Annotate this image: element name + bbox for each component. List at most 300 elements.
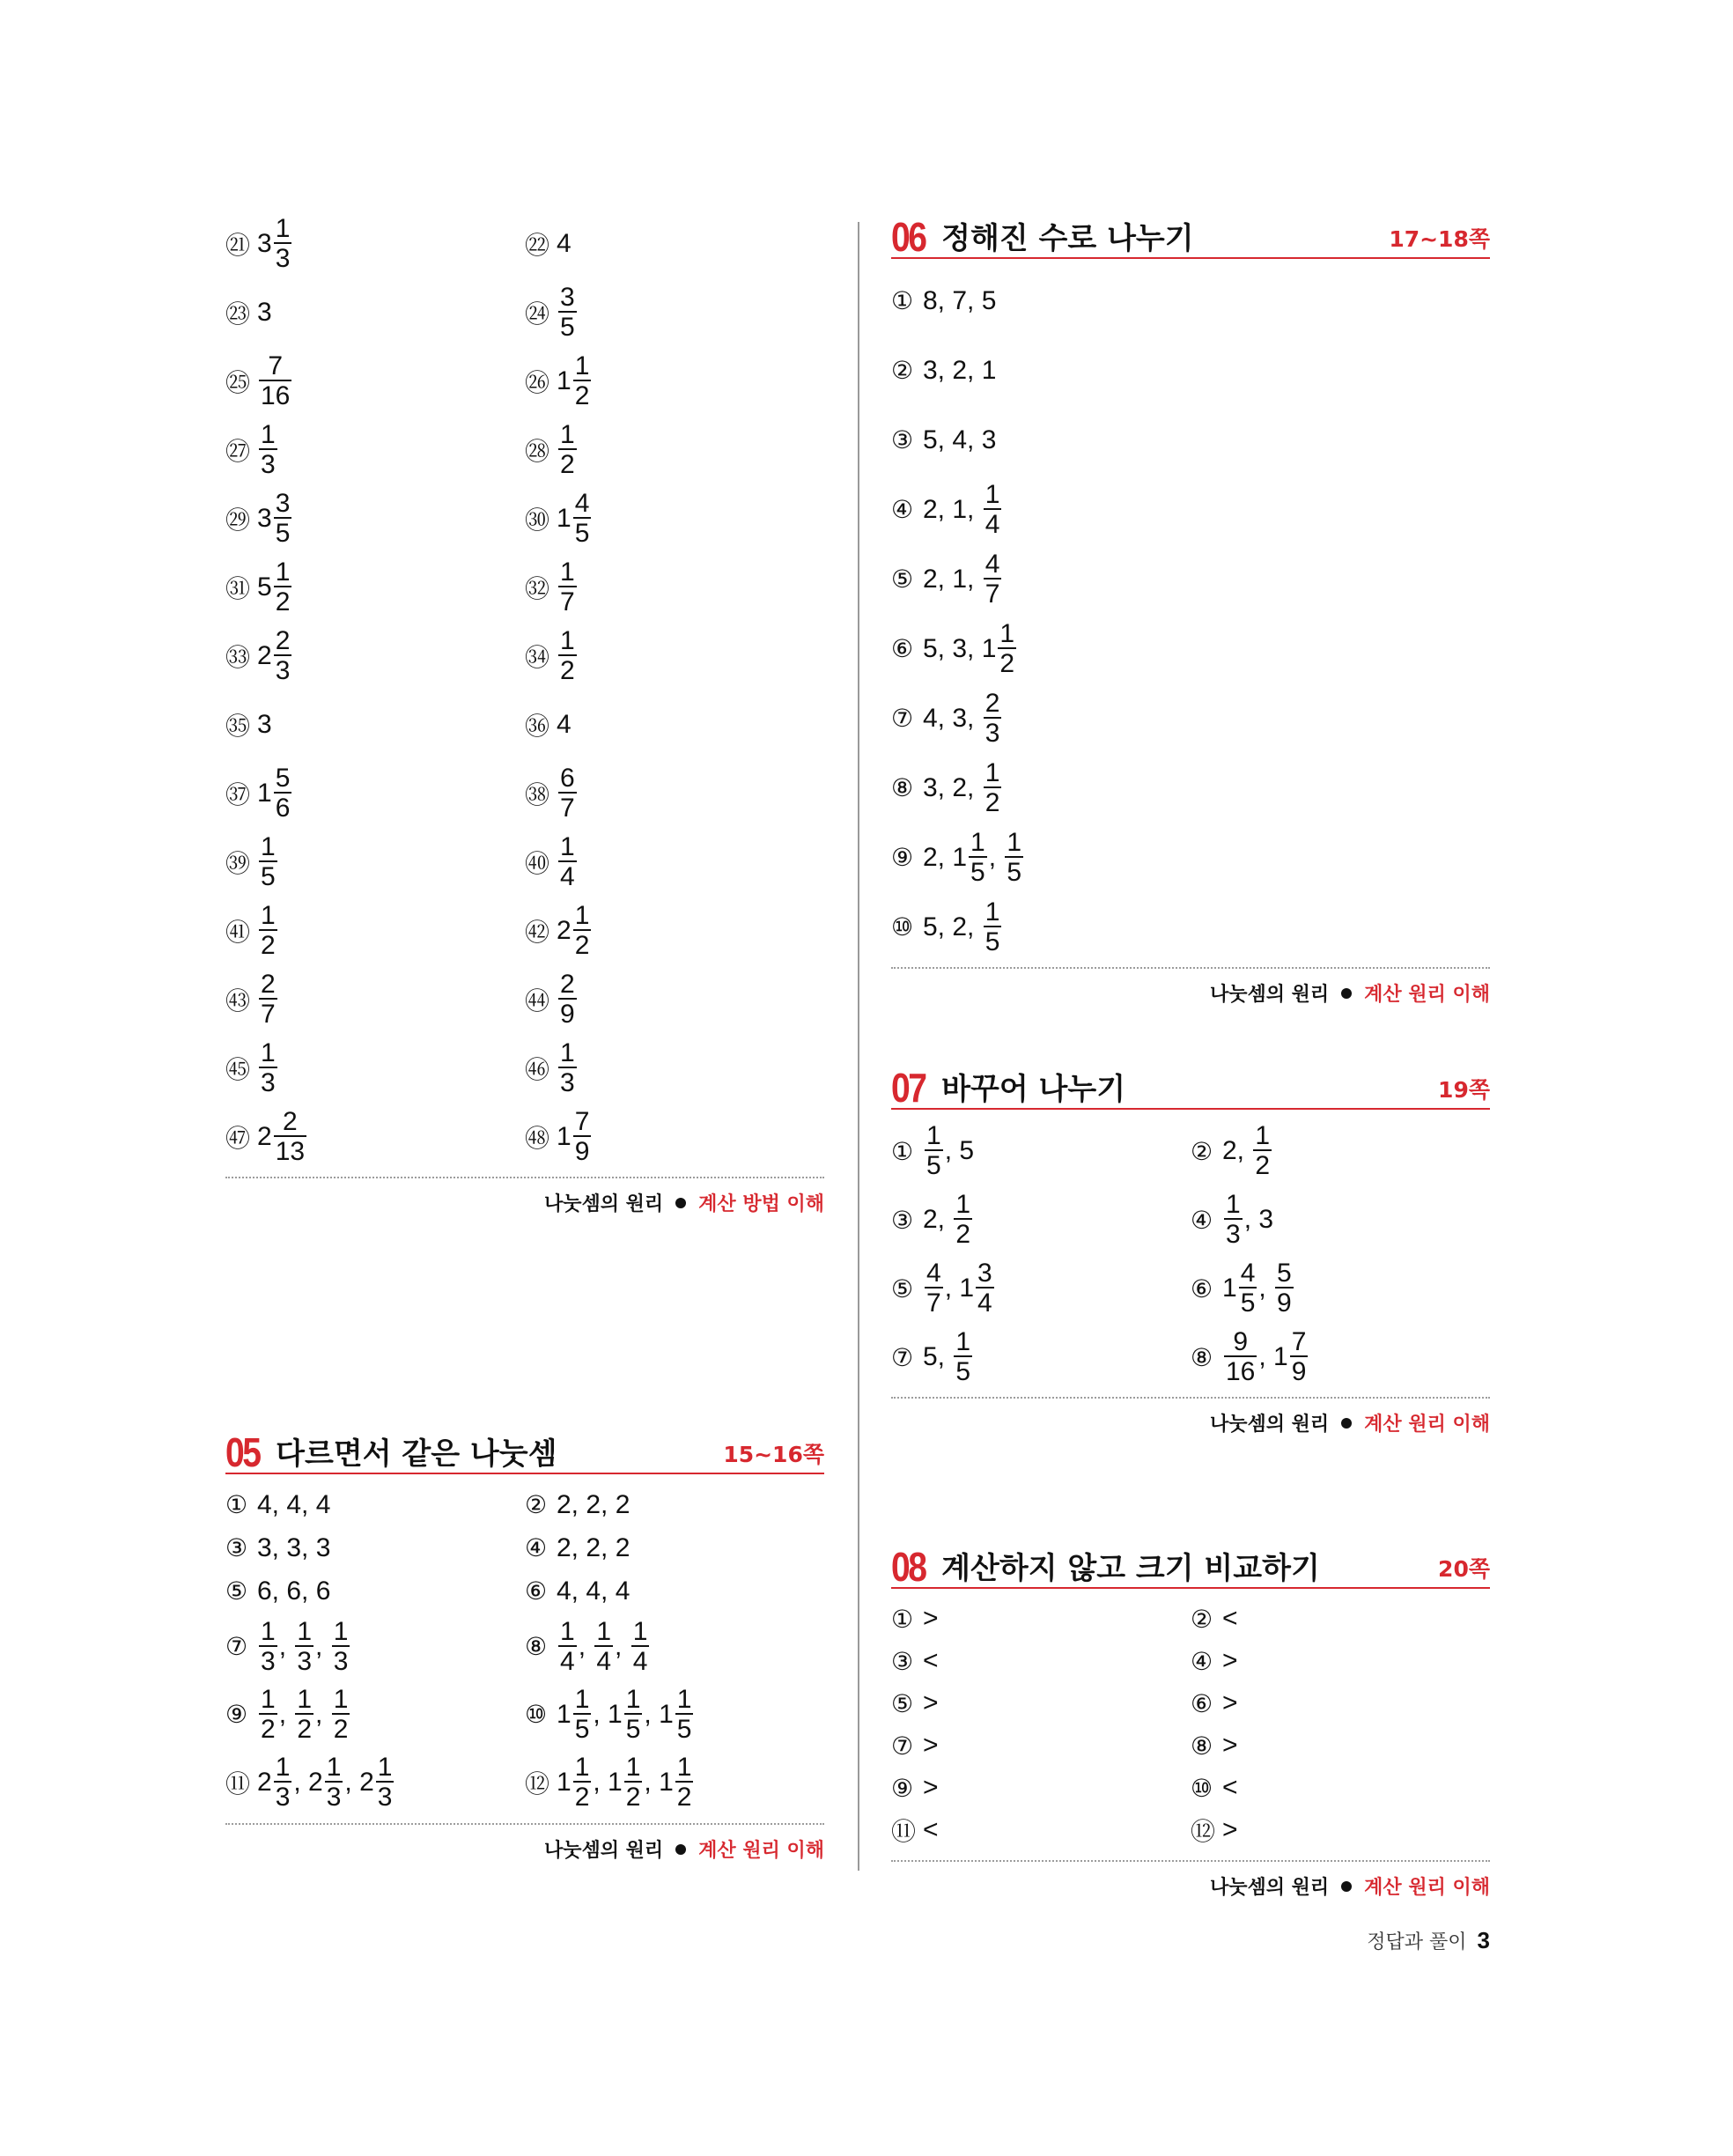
answer-text: , bbox=[278, 1631, 294, 1661]
numerator: 1 bbox=[596, 1616, 612, 1646]
numerator: 1 bbox=[261, 1684, 276, 1714]
fraction bbox=[558, 1616, 577, 1676]
denominator: 2 bbox=[676, 1782, 692, 1812]
denominator: 2 bbox=[955, 1220, 971, 1249]
answer-value bbox=[1222, 1260, 1295, 1317]
whole-number: 2 bbox=[257, 1122, 272, 1151]
answer-item bbox=[225, 1613, 525, 1680]
item-number: ② bbox=[525, 1490, 548, 1519]
answer-item bbox=[525, 1569, 824, 1613]
numerator: 1 bbox=[574, 351, 590, 380]
section-footer-rule bbox=[891, 1860, 1490, 1862]
fraction bbox=[558, 284, 577, 341]
item-number: ㊴ bbox=[225, 849, 251, 878]
answer-value bbox=[557, 422, 579, 478]
item-number: ⑩ bbox=[891, 912, 914, 941]
answer-item bbox=[891, 823, 1490, 892]
answer-text: 2, 1, bbox=[923, 564, 982, 594]
numerator: 7 bbox=[574, 1107, 590, 1136]
item-number: ⑦ bbox=[891, 1731, 914, 1761]
answer-item bbox=[525, 965, 824, 1034]
section-number: 06 bbox=[891, 214, 925, 260]
answer-value bbox=[557, 559, 579, 616]
answer-value bbox=[557, 1533, 630, 1563]
answer-text: 6, 6, 6 bbox=[257, 1576, 331, 1606]
answer-text: 4, 3, bbox=[923, 703, 982, 733]
whole-number: 1 bbox=[1273, 1342, 1288, 1371]
item-number: ② bbox=[1191, 1604, 1213, 1634]
section-07 bbox=[891, 1060, 1490, 1436]
numerator: 1 bbox=[275, 214, 291, 243]
denominator: 3 bbox=[275, 1782, 291, 1812]
answer-text: , bbox=[644, 1767, 660, 1797]
denominator: 2 bbox=[333, 1714, 349, 1744]
answer-value bbox=[557, 1576, 630, 1606]
denominator: 5 bbox=[261, 862, 276, 891]
answer-value bbox=[557, 491, 593, 547]
section-number: 07 bbox=[891, 1065, 925, 1111]
bullet-icon bbox=[675, 1844, 686, 1855]
item-number: ㉛ bbox=[225, 574, 251, 603]
answer-text: > bbox=[1222, 1688, 1238, 1717]
whole-number: 1 bbox=[557, 1699, 572, 1729]
answer-text: , 3 bbox=[1243, 1205, 1274, 1234]
answer-text: < bbox=[923, 1646, 939, 1675]
answer-item bbox=[1191, 1682, 1490, 1724]
item-number: ㊹ bbox=[525, 986, 550, 1015]
answer-value bbox=[923, 356, 996, 386]
section-footer-rule bbox=[891, 1397, 1490, 1399]
numerator: 3 bbox=[977, 1259, 992, 1288]
answer-value bbox=[557, 1616, 651, 1676]
section-header bbox=[225, 1425, 824, 1474]
section-header bbox=[891, 1539, 1490, 1589]
footer-category: 나눗셈의 원리 bbox=[1209, 1877, 1330, 1899]
answer-item bbox=[1191, 1254, 1490, 1323]
answer-text: 2, 1, bbox=[923, 494, 982, 524]
fraction bbox=[675, 1754, 694, 1811]
section-number: 08 bbox=[891, 1544, 925, 1590]
answer-item bbox=[891, 1767, 1191, 1809]
answer-text: 2, bbox=[1222, 1136, 1252, 1165]
footer-topic: 계산 방법 이해 bbox=[698, 1193, 824, 1215]
denominator: 2 bbox=[261, 931, 276, 960]
fraction bbox=[259, 1684, 277, 1744]
answer-item bbox=[225, 1569, 525, 1613]
answer-value bbox=[257, 422, 279, 478]
denominator: 3 bbox=[261, 450, 276, 479]
numerator: 1 bbox=[632, 1616, 648, 1646]
whole-number: 1 bbox=[557, 366, 572, 395]
numerator: 1 bbox=[261, 420, 276, 449]
answer-item bbox=[525, 484, 824, 553]
answer-item bbox=[225, 965, 525, 1034]
numerator: 1 bbox=[625, 1752, 641, 1782]
answer-item bbox=[891, 1323, 1191, 1392]
footer-topic: 계산 원리 이해 bbox=[1364, 1414, 1490, 1436]
whole-number: 5 bbox=[257, 572, 272, 602]
denominator: 4 bbox=[632, 1646, 648, 1676]
section-pages: 19쪽 bbox=[1438, 1077, 1490, 1103]
numerator: 1 bbox=[955, 1190, 971, 1219]
whole-number: 1 bbox=[659, 1699, 674, 1729]
footer-topic: 계산 원리 이해 bbox=[1364, 1877, 1490, 1899]
fraction bbox=[573, 491, 592, 547]
denominator: 2 bbox=[574, 1782, 590, 1812]
numerator: 1 bbox=[676, 1684, 692, 1714]
denominator: 9 bbox=[560, 1000, 575, 1029]
answer-value bbox=[557, 1684, 695, 1744]
denominator: 3 bbox=[377, 1782, 393, 1812]
answer-value bbox=[557, 971, 579, 1028]
numerator: 3 bbox=[560, 283, 575, 312]
answer-value bbox=[923, 286, 996, 316]
denominator: 2 bbox=[275, 587, 291, 617]
answer-value bbox=[257, 1684, 351, 1744]
fraction bbox=[332, 1684, 350, 1744]
fraction bbox=[274, 765, 292, 822]
item-number: ㉕ bbox=[225, 368, 251, 397]
answer-item bbox=[891, 683, 1490, 753]
answer-value bbox=[257, 1490, 330, 1520]
answer-item bbox=[225, 210, 525, 278]
right-column bbox=[891, 210, 1490, 1899]
denominator: 5 bbox=[970, 857, 985, 887]
answer-list bbox=[225, 210, 824, 1171]
whole-number: 2 bbox=[359, 1767, 374, 1797]
answer-item bbox=[1191, 1809, 1490, 1851]
item-number: ⑩ bbox=[1191, 1773, 1213, 1803]
numerator: 6 bbox=[560, 764, 575, 793]
answer-item bbox=[1191, 1598, 1490, 1640]
answer-item bbox=[525, 1748, 824, 1816]
whole-number: 1 bbox=[608, 1699, 623, 1729]
fraction bbox=[558, 1040, 577, 1096]
numerator: 1 bbox=[984, 479, 1000, 509]
item-number: ㉚ bbox=[525, 506, 550, 535]
fraction bbox=[954, 1329, 972, 1385]
numerator: 1 bbox=[574, 1684, 590, 1714]
item-number: ① bbox=[891, 286, 914, 315]
fraction bbox=[624, 1684, 643, 1744]
numerator: 4 bbox=[984, 549, 1000, 579]
fraction bbox=[976, 1260, 994, 1317]
answer-text: , bbox=[988, 842, 1004, 872]
column-divider bbox=[858, 222, 859, 1871]
answer-item bbox=[891, 892, 1490, 962]
item-number: ③ bbox=[891, 1205, 914, 1235]
answer-item bbox=[225, 553, 525, 622]
denominator: 9 bbox=[1277, 1288, 1292, 1318]
answer-text: , bbox=[644, 1699, 660, 1729]
answer-text: 4 bbox=[557, 229, 572, 258]
answer-value bbox=[257, 1754, 395, 1811]
answer-value bbox=[1222, 1192, 1273, 1248]
answer-text: > bbox=[1222, 1731, 1238, 1760]
numerator: 2 bbox=[261, 970, 276, 999]
numerator: 7 bbox=[268, 351, 284, 380]
fraction bbox=[259, 422, 277, 478]
fraction bbox=[984, 757, 1002, 817]
answer-item bbox=[1191, 1117, 1490, 1185]
answer-value bbox=[923, 1731, 939, 1761]
denominator: 5 bbox=[275, 519, 291, 548]
footer-category: 나눗셈의 원리 bbox=[543, 1193, 664, 1215]
answer-value bbox=[257, 1040, 279, 1096]
section-title: 바꾸어 나누기 bbox=[941, 1071, 1126, 1107]
numerator: 1 bbox=[625, 1684, 641, 1714]
numerator: 1 bbox=[1226, 1190, 1241, 1219]
section-footer bbox=[891, 979, 1490, 1007]
whole-number: 2 bbox=[557, 916, 572, 945]
whole-number: 1 bbox=[608, 1767, 623, 1797]
answer-value bbox=[257, 491, 293, 547]
item-number: ㊱ bbox=[525, 712, 550, 741]
denominator: 5 bbox=[955, 1357, 971, 1386]
answer-text: , bbox=[593, 1767, 608, 1797]
answer-text: , bbox=[1258, 1342, 1274, 1371]
numerator: 1 bbox=[261, 1616, 276, 1646]
fraction bbox=[325, 1754, 343, 1811]
numerator: 1 bbox=[926, 1121, 941, 1150]
whole-number: 1 bbox=[557, 1767, 572, 1797]
item-number: ③ bbox=[891, 1646, 914, 1676]
answer-item bbox=[1191, 1640, 1490, 1682]
answer-text: , bbox=[293, 1767, 309, 1797]
fraction bbox=[558, 971, 577, 1028]
denominator: 7 bbox=[560, 587, 575, 617]
answer-value bbox=[1222, 1123, 1273, 1179]
denominator: 2 bbox=[560, 450, 575, 479]
answer-text: > bbox=[1222, 1815, 1238, 1844]
answer-text: 8, 7, 5 bbox=[923, 285, 997, 315]
denominator: 2 bbox=[625, 1782, 641, 1812]
answer-text: , bbox=[944, 1274, 960, 1303]
answer-text: 5, 3, bbox=[923, 633, 982, 663]
denominator: 2 bbox=[261, 1714, 276, 1744]
item-number: ⑤ bbox=[891, 1688, 914, 1718]
answer-item bbox=[225, 1034, 525, 1103]
section-number: 05 bbox=[225, 1429, 260, 1475]
fraction bbox=[1224, 1192, 1243, 1248]
answer-item bbox=[891, 475, 1490, 544]
fraction bbox=[675, 1684, 694, 1744]
answer-item bbox=[225, 347, 525, 416]
denominator: 4 bbox=[560, 862, 575, 891]
numerator: 1 bbox=[560, 1038, 575, 1067]
denominator: 5 bbox=[625, 1714, 641, 1744]
answer-text: , bbox=[1258, 1274, 1274, 1303]
answer-value bbox=[1222, 1646, 1238, 1676]
numerator: 1 bbox=[1007, 827, 1022, 857]
answer-text: , bbox=[315, 1699, 330, 1729]
item-number: ㉗ bbox=[225, 437, 251, 466]
item-number: ㉑ bbox=[225, 231, 251, 260]
answer-text: < bbox=[923, 1815, 939, 1844]
section-footer bbox=[225, 1835, 824, 1863]
item-number: ④ bbox=[525, 1533, 548, 1562]
denominator: 3 bbox=[261, 1068, 276, 1097]
fraction bbox=[558, 628, 577, 684]
answer-text: 2, bbox=[923, 842, 953, 872]
numerator: 1 bbox=[261, 901, 276, 930]
numerator: 9 bbox=[1233, 1327, 1249, 1356]
answer-text: , bbox=[578, 1631, 594, 1661]
item-number: ㊲ bbox=[225, 780, 251, 809]
answer-text: < bbox=[1222, 1604, 1238, 1633]
answer-value bbox=[257, 834, 279, 890]
answer-value bbox=[923, 1192, 974, 1248]
denominator: 5 bbox=[574, 519, 590, 548]
numerator: 1 bbox=[261, 1038, 276, 1067]
denominator: 9 bbox=[1291, 1357, 1307, 1386]
answer-item bbox=[891, 1117, 1191, 1185]
denominator: 5 bbox=[1240, 1288, 1256, 1318]
denominator: 5 bbox=[676, 1714, 692, 1744]
denominator: 9 bbox=[574, 1137, 590, 1166]
item-number: ⑥ bbox=[1191, 1274, 1213, 1303]
footer-topic: 계산 원리 이해 bbox=[698, 1840, 824, 1862]
answer-text: 3, 3, 3 bbox=[257, 1532, 331, 1562]
fraction bbox=[259, 353, 291, 410]
answer-value bbox=[257, 1109, 308, 1165]
answer-item bbox=[225, 416, 525, 484]
whole-number: 3 bbox=[257, 229, 272, 258]
answer-value bbox=[1222, 1773, 1238, 1803]
answer-item bbox=[225, 690, 525, 759]
answer-item bbox=[525, 1103, 824, 1171]
numerator: 4 bbox=[926, 1259, 941, 1288]
answer-text: > bbox=[923, 1731, 939, 1760]
fraction bbox=[274, 491, 292, 547]
answer-text: 3 bbox=[257, 298, 272, 327]
answer-value bbox=[923, 1123, 974, 1179]
answer-value bbox=[923, 551, 1003, 608]
section-04-continued bbox=[225, 210, 824, 1216]
fraction bbox=[624, 1754, 643, 1811]
fraction bbox=[274, 1109, 306, 1165]
item-number: ⑥ bbox=[525, 1576, 548, 1606]
section-footer-rule bbox=[891, 967, 1490, 969]
fraction bbox=[1275, 1260, 1294, 1317]
answer-text: 2, 2, 2 bbox=[557, 1532, 631, 1562]
answer-item bbox=[1191, 1323, 1490, 1392]
fraction bbox=[259, 1040, 277, 1096]
answer-value bbox=[923, 1773, 939, 1803]
fraction bbox=[274, 628, 292, 684]
answer-text: 3, 2, bbox=[923, 772, 982, 802]
item-number: ⑨ bbox=[225, 1700, 248, 1729]
answer-item bbox=[525, 1483, 824, 1526]
fraction bbox=[259, 903, 277, 959]
numerator: 1 bbox=[1255, 1121, 1271, 1150]
numerator: 2 bbox=[275, 626, 291, 655]
answer-list bbox=[891, 266, 1490, 962]
answer-item bbox=[225, 484, 525, 553]
item-number: ㉝ bbox=[225, 643, 251, 672]
denominator: 5 bbox=[926, 1151, 941, 1180]
answer-item bbox=[1191, 1724, 1490, 1767]
numerator: 4 bbox=[574, 489, 590, 518]
answer-value bbox=[1222, 1688, 1238, 1718]
answer-value bbox=[557, 765, 579, 822]
denominator: 3 bbox=[1226, 1220, 1241, 1249]
item-number: ㊵ bbox=[525, 849, 550, 878]
answer-item bbox=[525, 278, 824, 347]
numerator: 1 bbox=[955, 1327, 971, 1356]
section-footer bbox=[891, 1409, 1490, 1436]
answer-text: > bbox=[923, 1688, 939, 1717]
answer-item bbox=[225, 1680, 525, 1748]
answer-value bbox=[257, 765, 293, 822]
item-number: ⑧ bbox=[1191, 1731, 1213, 1761]
numerator: 1 bbox=[676, 1752, 692, 1782]
page-footer-label: 정답과 풀이 bbox=[1367, 1931, 1467, 1953]
fraction bbox=[1005, 827, 1023, 887]
item-number: ① bbox=[225, 1490, 248, 1519]
numerator: 1 bbox=[297, 1684, 313, 1714]
denominator: 3 bbox=[333, 1646, 349, 1676]
fraction bbox=[594, 1616, 613, 1676]
answer-value bbox=[557, 903, 593, 959]
item-number: ⑤ bbox=[891, 565, 914, 594]
fraction bbox=[558, 765, 577, 822]
fraction bbox=[295, 1616, 313, 1676]
answer-text: , bbox=[615, 1631, 630, 1661]
fraction bbox=[969, 827, 987, 887]
denominator: 7 bbox=[560, 794, 575, 823]
answer-value bbox=[923, 827, 1025, 887]
answer-text: 3 bbox=[257, 710, 272, 739]
answer-item bbox=[225, 828, 525, 897]
whole-number: 1 bbox=[257, 779, 272, 808]
fraction bbox=[954, 1192, 972, 1248]
item-number: ⑩ bbox=[525, 1700, 548, 1729]
denominator: 7 bbox=[926, 1288, 941, 1318]
fraction bbox=[1253, 1123, 1272, 1179]
answer-item bbox=[891, 266, 1490, 336]
answer-value bbox=[1222, 1731, 1238, 1761]
fraction bbox=[998, 618, 1016, 678]
answer-item bbox=[525, 416, 824, 484]
answer-item bbox=[891, 336, 1490, 405]
answer-value bbox=[923, 1260, 996, 1317]
bullet-icon bbox=[1341, 1881, 1352, 1892]
answer-item bbox=[1191, 1185, 1490, 1254]
answer-value bbox=[557, 1040, 579, 1096]
answer-item bbox=[225, 897, 525, 965]
section-pages: 15~16쪽 bbox=[723, 1442, 824, 1467]
item-number: ㊺ bbox=[225, 1055, 251, 1084]
item-number: ⑪ bbox=[225, 1768, 251, 1798]
item-number: ⑤ bbox=[891, 1274, 914, 1303]
denominator: 4 bbox=[977, 1288, 992, 1318]
denominator: 6 bbox=[275, 794, 291, 823]
whole-number: 1 bbox=[659, 1767, 674, 1797]
section-footer bbox=[891, 1872, 1490, 1900]
answer-value bbox=[1222, 1329, 1309, 1385]
fraction bbox=[332, 1616, 350, 1676]
denominator: 3 bbox=[326, 1782, 342, 1812]
fraction bbox=[573, 903, 592, 959]
answer-item bbox=[525, 1680, 824, 1748]
answer-item bbox=[891, 544, 1490, 614]
item-number: ㊽ bbox=[525, 1124, 550, 1153]
answer-value bbox=[557, 1490, 630, 1520]
answer-value bbox=[923, 479, 1003, 539]
answer-text: 4, 4, 4 bbox=[557, 1576, 631, 1606]
item-number: ⑦ bbox=[891, 1342, 914, 1372]
